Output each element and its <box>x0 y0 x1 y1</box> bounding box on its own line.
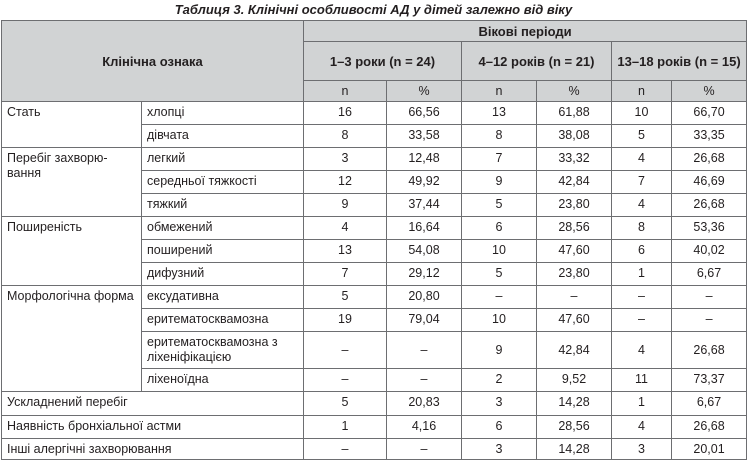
cell-pct-1: – <box>387 332 462 369</box>
cell-n-3: 11 <box>612 369 672 392</box>
cell-n-1: 9 <box>304 194 387 217</box>
table-row <box>2 217 747 240</box>
cell-pct-1: 54,08 <box>387 240 462 263</box>
cell-pct-3: 73,37 <box>672 369 747 392</box>
cell-n-2: 7 <box>462 148 537 171</box>
cell-pct-2: 28,56 <box>537 217 612 240</box>
header-pct: % <box>387 81 462 102</box>
table-row <box>2 102 747 125</box>
table-header <box>2 21 747 102</box>
cell-pct-1: 79,04 <box>387 309 462 332</box>
cell-n-1: 5 <box>304 286 387 309</box>
cell-pct-2: – <box>537 286 612 309</box>
row-sublabel: еритематосквамозна з ліхеніфікацією <box>142 332 304 369</box>
cell-pct-3: 20,01 <box>672 439 747 460</box>
cell-n-3: 5 <box>612 125 672 148</box>
cell-n-3: 10 <box>612 102 672 125</box>
row-sublabel: дифузний <box>142 263 304 286</box>
cell-n-2: 9 <box>462 171 537 194</box>
row-label: Інші алергічні захворювання <box>2 439 304 460</box>
cell-n-2: 3 <box>462 439 537 460</box>
row-sublabel: легкий <box>142 148 304 171</box>
header-n: n <box>612 81 672 102</box>
cell-pct-3: – <box>672 286 747 309</box>
header-group-3: 13–18 років (n = 15) <box>612 42 747 81</box>
row-sublabel: тяжкий <box>142 194 304 217</box>
cell-pct-2: 47,60 <box>537 240 612 263</box>
header-n: n <box>462 81 537 102</box>
clinical-features-table <box>1 20 747 460</box>
table-row <box>2 392 747 416</box>
cell-pct-3: 33,35 <box>672 125 747 148</box>
row-sublabel: середньої тяжкості <box>142 171 304 194</box>
cell-n-3: 4 <box>612 332 672 369</box>
row-label: Ускладнений перебіг <box>2 392 304 416</box>
cell-n-3: 8 <box>612 217 672 240</box>
cell-pct-3: 26,68 <box>672 416 747 439</box>
table-row <box>2 416 747 439</box>
cell-n-2: 5 <box>462 194 537 217</box>
cell-pct-1: 20,83 <box>387 392 462 416</box>
cell-n-1: 16 <box>304 102 387 125</box>
cell-pct-2: 38,08 <box>537 125 612 148</box>
cell-pct-2: 14,28 <box>537 392 612 416</box>
cell-pct-1: 33,58 <box>387 125 462 148</box>
row-sublabel: хлопці <box>142 102 304 125</box>
header-feature: Клінічна ознака <box>2 21 304 102</box>
group-label: Поширеність <box>2 217 142 286</box>
cell-n-3: 1 <box>612 392 672 416</box>
cell-pct-2: 33,32 <box>537 148 612 171</box>
cell-pct-3: 53,36 <box>672 217 747 240</box>
cell-pct-2: 14,28 <box>537 439 612 460</box>
cell-n-1: 1 <box>304 416 387 439</box>
cell-n-3: 7 <box>612 171 672 194</box>
cell-n-2: 6 <box>462 416 537 439</box>
cell-pct-3: 40,02 <box>672 240 747 263</box>
cell-n-2: 3 <box>462 392 537 416</box>
cell-pct-2: 28,56 <box>537 416 612 439</box>
cell-n-1: 4 <box>304 217 387 240</box>
cell-pct-1: – <box>387 439 462 460</box>
cell-pct-3: – <box>672 309 747 332</box>
cell-pct-2: 61,88 <box>537 102 612 125</box>
group-label: Стать <box>2 102 142 148</box>
cell-n-1: 13 <box>304 240 387 263</box>
cell-pct-2: 9,52 <box>537 369 612 392</box>
row-sublabel: ліхеноїдна <box>142 369 304 392</box>
cell-pct-1: 37,44 <box>387 194 462 217</box>
cell-n-3: 4 <box>612 148 672 171</box>
row-sublabel: еритематосквамозна <box>142 309 304 332</box>
cell-pct-1: 20,80 <box>387 286 462 309</box>
cell-n-2: 2 <box>462 369 537 392</box>
header-periods: Вікові періоди <box>304 21 747 42</box>
cell-n-1: – <box>304 332 387 369</box>
cell-pct-2: 42,84 <box>537 332 612 369</box>
cell-pct-3: 26,68 <box>672 194 747 217</box>
row-label: Наявність бронхіальної астми <box>2 416 304 439</box>
header-pct: % <box>672 81 747 102</box>
cell-n-3: 6 <box>612 240 672 263</box>
cell-n-2: 9 <box>462 332 537 369</box>
cell-pct-3: 26,68 <box>672 332 747 369</box>
header-n: n <box>304 81 387 102</box>
table-row <box>2 439 747 460</box>
cell-pct-2: 23,80 <box>537 263 612 286</box>
header-pct: % <box>537 81 612 102</box>
row-sublabel: дівчата <box>142 125 304 148</box>
cell-pct-3: 46,69 <box>672 171 747 194</box>
cell-n-1: – <box>304 369 387 392</box>
header-group-2: 4–12 років (n = 21) <box>462 42 612 81</box>
cell-pct-3: 6,67 <box>672 263 747 286</box>
cell-n-1: 3 <box>304 148 387 171</box>
cell-n-2: 13 <box>462 102 537 125</box>
cell-n-3: 3 <box>612 439 672 460</box>
cell-n-2: 10 <box>462 240 537 263</box>
cell-pct-1: 49,92 <box>387 171 462 194</box>
cell-n-1: 7 <box>304 263 387 286</box>
group-label: Морфологічна форма <box>2 286 142 392</box>
cell-n-1: 12 <box>304 171 387 194</box>
cell-n-3: 4 <box>612 416 672 439</box>
cell-n-3: – <box>612 286 672 309</box>
header-group-1: 1–3 роки (n = 24) <box>304 42 462 81</box>
cell-n-1: – <box>304 439 387 460</box>
cell-n-3: 4 <box>612 194 672 217</box>
cell-n-2: 5 <box>462 263 537 286</box>
cell-pct-1: 66,56 <box>387 102 462 125</box>
cell-n-2: – <box>462 286 537 309</box>
cell-pct-1: 12,48 <box>387 148 462 171</box>
cell-n-1: 5 <box>304 392 387 416</box>
cell-n-2: 6 <box>462 217 537 240</box>
row-sublabel: обмежений <box>142 217 304 240</box>
cell-pct-1: – <box>387 369 462 392</box>
table-row <box>2 286 747 309</box>
cell-pct-2: 47,60 <box>537 309 612 332</box>
group-label: Перебіг захворю-вання <box>2 148 142 217</box>
table-body <box>2 102 747 460</box>
cell-n-3: 1 <box>612 263 672 286</box>
cell-n-1: 8 <box>304 125 387 148</box>
cell-pct-1: 16,64 <box>387 217 462 240</box>
cell-pct-3: 6,67 <box>672 392 747 416</box>
table-caption: Таблиця 3. Клінічні особливості АД у дітей залежно від віку <box>174 2 573 17</box>
cell-pct-1: 29,12 <box>387 263 462 286</box>
cell-n-3: – <box>612 309 672 332</box>
cell-pct-2: 23,80 <box>537 194 612 217</box>
cell-n-2: 10 <box>462 309 537 332</box>
cell-n-2: 8 <box>462 125 537 148</box>
row-sublabel: поширений <box>142 240 304 263</box>
cell-n-1: 19 <box>304 309 387 332</box>
row-sublabel: ексудативна <box>142 286 304 309</box>
cell-pct-3: 26,68 <box>672 148 747 171</box>
table-row <box>2 148 747 171</box>
cell-pct-3: 66,70 <box>672 102 747 125</box>
cell-pct-1: 4,16 <box>387 416 462 439</box>
cell-pct-2: 42,84 <box>537 171 612 194</box>
